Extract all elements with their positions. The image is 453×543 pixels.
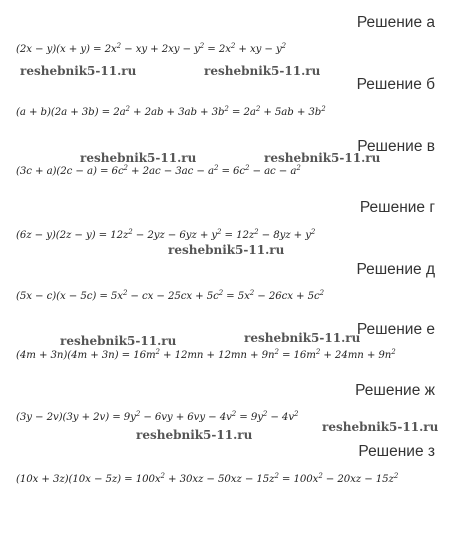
watermark: reshebnik5-11.ru: [136, 428, 253, 442]
solution-v-heading: Решение в: [357, 138, 435, 155]
solution-zh-formula: $(3y - 2v)(3y + 2v) = 9y^2 - 6vy + 6vy - 4v^2 = 9y^2 - 4v^2$: [16, 410, 299, 423]
solution-g-heading: Решение г: [359, 199, 435, 216]
watermark: reshebnik5-11.ru: [244, 331, 361, 345]
solution-d-heading: Решение д: [356, 261, 435, 278]
solution-b-heading: Решение б: [356, 76, 435, 93]
solution-a-formula: $(2x - y)(x + y) = 2x^2$ − xy + $2xy - y^2 = 2x^2$ + xy − $y^2$: [16, 42, 287, 55]
solution-z-formula: $(10x + 3z)(10x - 5z) = 100x^2 + 30xz - 50xz - 15z^2 = 100x^2 - 20xz - 15z^2$: [16, 472, 399, 485]
watermark: reshebnik5-11.ru: [168, 243, 285, 257]
solution-v-formula: $(3c + a)(2c - a) = 6c^2 + 2ac - 3ac - a^2 = 6c^2$ − ac − $a^2$: [16, 164, 301, 177]
solution-e-formula: $(4m + 3n)(4m + 3n) = 16m^2 + 12mn + 12mn + 9n^2 = 16m^2 + 24mn + 9n^2$: [16, 348, 396, 361]
solution-b-formula: $(a + b)(2a + 3b) = 2a^2 + 2ab + 3ab + 3b^2 = 2a^2 + 5ab + 3b^2$: [16, 105, 326, 118]
watermark: reshebnik5-11.ru: [204, 64, 321, 78]
solution-z-heading: Решение з: [358, 443, 435, 460]
solution-g-formula: $(6z - y)(2z - y) = 12z^2 - 2yz - 6yz + y^2 = 12z^2 - 8yz + y^2$: [16, 228, 316, 241]
solution-d-formula: $(5x - c)(x - 5c) = 5x^2$ − cx − $25cx + 5c^2 = 5x^2 - 26cx + 5c^2$: [16, 289, 324, 302]
solution-e-heading: Решение е: [356, 321, 435, 338]
solution-a-heading: Решение а: [356, 14, 435, 31]
watermark: reshebnik5-11.ru: [322, 420, 439, 434]
watermark: reshebnik5-11.ru: [20, 64, 137, 78]
watermark: reshebnik5-11.ru: [80, 151, 197, 165]
watermark: reshebnik5-11.ru: [264, 151, 381, 165]
watermark: reshebnik5-11.ru: [60, 334, 177, 348]
solution-zh-heading: Решение ж: [355, 382, 435, 399]
